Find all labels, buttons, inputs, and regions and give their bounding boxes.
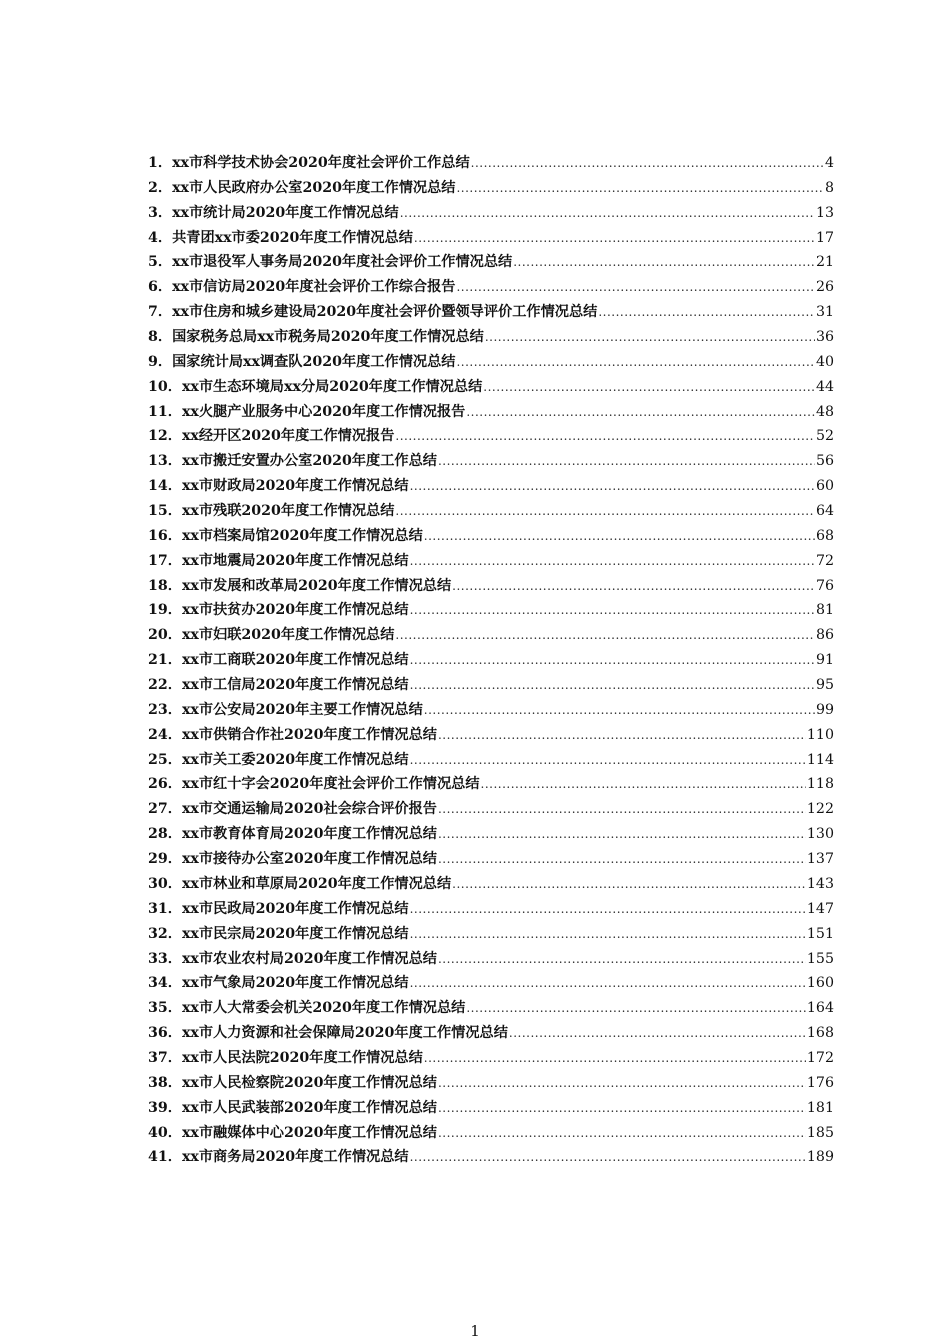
toc-dot-leader bbox=[424, 524, 815, 549]
toc-dot-leader bbox=[395, 623, 815, 648]
toc-entry-number: 15． bbox=[148, 503, 182, 520]
toc-entry-number: 28． bbox=[148, 826, 182, 843]
toc-entry-number: 1． bbox=[148, 155, 173, 171]
toc-entry-number: 35． bbox=[148, 1000, 182, 1017]
toc-dot-leader bbox=[410, 549, 815, 574]
toc-entry[interactable] bbox=[148, 1121, 834, 1146]
toc-entry-page-number[interactable]: 86 bbox=[815, 627, 834, 644]
toc-entry-number: 39． bbox=[148, 1099, 182, 1116]
toc-entry-title[interactable]: 国家统计局xx调查队2020年度工作情况总结 bbox=[172, 353, 456, 370]
toc-entry-page-number[interactable]: 95 bbox=[815, 677, 834, 694]
toc-entry-number: 24． bbox=[148, 726, 182, 743]
toc-entry-title[interactable]: xx市地震局2020年度工作情况总结 bbox=[181, 552, 409, 569]
toc-entry-number: 22． bbox=[148, 677, 182, 694]
toc-dot-leader bbox=[598, 300, 815, 325]
toc-entry-number: 26． bbox=[148, 776, 182, 793]
toc-entry-title[interactable]: xx市财政局2020年度工作情况总结 bbox=[181, 478, 409, 495]
toc-dot-leader bbox=[438, 1071, 806, 1096]
toc-entry-page-number[interactable]: 4 bbox=[824, 155, 834, 171]
toc-entry-title[interactable]: xx市商务局2020年度工作情况总结 bbox=[181, 1149, 409, 1166]
toc-entry-title[interactable]: xx市科学技术协会2020年度社会评价工作总结 bbox=[172, 155, 470, 171]
toc-entry-number: 6． bbox=[148, 279, 173, 296]
toc-entry-page-number[interactable]: 143 bbox=[806, 875, 834, 892]
toc-entry[interactable] bbox=[148, 474, 834, 499]
toc-entry-page-number[interactable]: 56 bbox=[815, 453, 834, 470]
toc-entry-page-number[interactable]: 172 bbox=[806, 1049, 834, 1066]
toc-entry-page-number[interactable]: 91 bbox=[815, 652, 834, 669]
toc-entry[interactable] bbox=[148, 574, 834, 599]
toc-dot-leader bbox=[483, 375, 815, 400]
toc-dot-leader bbox=[456, 350, 814, 375]
toc-entry[interactable] bbox=[148, 250, 834, 275]
toc-entry[interactable] bbox=[148, 947, 834, 972]
table-of-contents bbox=[148, 151, 834, 1170]
toc-entry[interactable] bbox=[148, 772, 834, 797]
toc-entry-title[interactable]: xx市红十字会2020年度社会评价工作情况总结 bbox=[181, 776, 480, 793]
toc-dot-leader bbox=[410, 971, 806, 996]
toc-entry[interactable] bbox=[148, 325, 834, 350]
toc-entry-number: 38． bbox=[148, 1074, 182, 1091]
toc-entry-number: 4． bbox=[148, 229, 173, 246]
toc-entry-page-number[interactable]: 130 bbox=[806, 826, 834, 843]
toc-entry-title[interactable]: xx市妇联2020年度工作情况总结 bbox=[181, 627, 395, 644]
toc-entry[interactable] bbox=[148, 300, 834, 325]
toc-entry-page-number[interactable]: 72 bbox=[815, 552, 834, 569]
toc-dot-leader bbox=[438, 847, 806, 872]
toc-dot-leader bbox=[414, 226, 815, 251]
toc-dot-leader bbox=[410, 748, 806, 773]
toc-entry[interactable] bbox=[148, 847, 834, 872]
toc-entry-page-number[interactable]: 114 bbox=[806, 751, 834, 768]
toc-dot-leader bbox=[485, 325, 815, 350]
toc-dot-leader bbox=[410, 474, 815, 499]
toc-entry[interactable] bbox=[148, 549, 834, 574]
toc-entry-number: 20． bbox=[148, 627, 182, 644]
toc-dot-leader bbox=[513, 250, 815, 275]
toc-entry-page-number[interactable]: 60 bbox=[815, 478, 834, 495]
toc-entry-page-number[interactable]: 21 bbox=[815, 254, 834, 271]
toc-entry-number: 29． bbox=[148, 851, 182, 868]
toc-entry-number: 11． bbox=[148, 403, 182, 420]
toc-entry-page-number[interactable]: 76 bbox=[815, 577, 834, 594]
toc-entry[interactable] bbox=[148, 375, 834, 400]
toc-entry-number: 34． bbox=[148, 975, 182, 992]
toc-entry-page-number[interactable]: 185 bbox=[806, 1124, 834, 1141]
toc-entry[interactable] bbox=[148, 872, 834, 897]
toc-entry-title[interactable]: xx市接待办公室2020年度工作情况总结 bbox=[181, 851, 437, 868]
toc-entry-number: 14． bbox=[148, 478, 182, 495]
toc-entry[interactable] bbox=[148, 723, 834, 748]
toc-entry-title[interactable]: xx市融媒体中心2020年度工作情况总结 bbox=[181, 1124, 437, 1141]
toc-entry-page-number[interactable]: 164 bbox=[806, 1000, 834, 1017]
page-number: 1 bbox=[470, 1322, 480, 1340]
toc-entry-title[interactable]: xx市人民政府办公室2020年度工作情况总结 bbox=[172, 179, 456, 196]
toc-entry-title[interactable]: xx市工商联2020年度工作情况总结 bbox=[181, 652, 409, 669]
toc-dot-leader bbox=[438, 947, 806, 972]
toc-entry[interactable] bbox=[148, 226, 834, 251]
toc-entry-number: 7． bbox=[148, 304, 173, 321]
toc-entry-number: 12． bbox=[148, 428, 182, 445]
toc-entry-number: 10． bbox=[148, 378, 182, 395]
toc-dot-leader bbox=[481, 772, 806, 797]
toc-entry-title[interactable]: xx市人力资源和社会保障局2020年度工作情况总结 bbox=[181, 1025, 508, 1042]
toc-entry-title[interactable]: 国家税务总局xx市税务局2020年度工作情况总结 bbox=[172, 329, 484, 346]
toc-entry[interactable] bbox=[148, 822, 834, 847]
toc-entry-page-number[interactable]: 13 bbox=[815, 204, 834, 221]
toc-entry-page-number[interactable]: 99 bbox=[815, 701, 834, 718]
toc-entry[interactable] bbox=[148, 673, 834, 698]
toc-dot-leader bbox=[438, 797, 806, 822]
toc-dot-leader bbox=[452, 872, 806, 897]
toc-entry[interactable] bbox=[148, 424, 834, 449]
toc-dot-leader bbox=[438, 1096, 806, 1121]
toc-entry-number: 23． bbox=[148, 701, 182, 718]
toc-entry-number: 19． bbox=[148, 602, 182, 619]
toc-dot-leader bbox=[452, 574, 815, 599]
toc-entry-number: 13． bbox=[148, 453, 182, 470]
toc-entry-title[interactable]: 共青团xx市委2020年度工作情况总结 bbox=[172, 229, 413, 246]
toc-entry-number: 9． bbox=[148, 353, 173, 370]
toc-dot-leader bbox=[400, 201, 815, 226]
toc-entry-title[interactable]: xx市人民检察院2020年度工作情况总结 bbox=[181, 1074, 437, 1091]
toc-entry-title[interactable]: xx市林业和草原局2020年度工作情况总结 bbox=[181, 875, 452, 892]
toc-dot-leader bbox=[456, 176, 824, 201]
toc-entry-page-number[interactable]: 68 bbox=[815, 527, 834, 544]
toc-dot-leader bbox=[410, 1145, 806, 1170]
toc-entry-page-number[interactable]: 36 bbox=[815, 329, 834, 346]
toc-entry-page-number[interactable]: 64 bbox=[815, 503, 834, 520]
toc-entry-title[interactable]: xx市发展和改革局2020年度工作情况总结 bbox=[181, 577, 452, 594]
toc-entry-title[interactable]: xx市关工委2020年度工作情况总结 bbox=[181, 751, 409, 768]
toc-entry-page-number[interactable]: 44 bbox=[815, 378, 834, 395]
toc-entry-number: 17． bbox=[148, 552, 182, 569]
toc-dot-leader bbox=[395, 499, 815, 524]
toc-entry-page-number[interactable]: 147 bbox=[806, 900, 834, 917]
toc-entry-title[interactable]: xx市人民法院2020年度工作情况总结 bbox=[181, 1049, 423, 1066]
toc-entry[interactable] bbox=[148, 1021, 834, 1046]
toc-entry-number: 16． bbox=[148, 527, 182, 544]
toc-dot-leader bbox=[438, 1121, 806, 1146]
toc-entry-title[interactable]: xx市残联2020年度工作情况总结 bbox=[181, 503, 395, 520]
toc-entry-title[interactable]: xx市民宗局2020年度工作情况总结 bbox=[181, 925, 409, 942]
toc-entry[interactable] bbox=[148, 1096, 834, 1121]
toc-entry-page-number[interactable]: 8 bbox=[824, 179, 834, 196]
toc-entry-number: 41． bbox=[148, 1149, 182, 1166]
toc-entry-number: 30． bbox=[148, 875, 182, 892]
toc-entry-title[interactable]: xx市信访局2020年度社会评价工作综合报告 bbox=[172, 279, 456, 296]
toc-entry-title[interactable]: xx市住房和城乡建设局2020年度社会评价暨领导评价工作情况总结 bbox=[172, 304, 598, 321]
toc-dot-leader bbox=[509, 1021, 806, 1046]
toc-entry-page-number[interactable]: 52 bbox=[815, 428, 834, 445]
toc-entry-title[interactable]: xx火腿产业服务中心2020年度工作情况报告 bbox=[181, 403, 466, 420]
toc-entry-page-number[interactable]: 155 bbox=[806, 950, 834, 967]
toc-entry-page-number[interactable]: 137 bbox=[806, 851, 834, 868]
toc-entry[interactable] bbox=[148, 176, 834, 201]
toc-entry-title[interactable]: xx市农业农村局2020年度工作情况总结 bbox=[181, 950, 437, 967]
toc-entry-page-number[interactable]: 48 bbox=[815, 403, 834, 420]
toc-entry[interactable] bbox=[148, 1071, 834, 1096]
toc-entry-number: 32． bbox=[148, 925, 182, 942]
toc-dot-leader bbox=[471, 151, 824, 176]
toc-entry-page-number[interactable]: 189 bbox=[806, 1149, 834, 1166]
toc-entry-title[interactable]: xx市供销合作社2020年度工作情况总结 bbox=[181, 726, 437, 743]
toc-entry-title[interactable]: xx市民政局2020年度工作情况总结 bbox=[181, 900, 409, 917]
toc-dot-leader bbox=[410, 897, 806, 922]
toc-entry-title[interactable]: xx市人民武装部2020年度工作情况总结 bbox=[181, 1099, 437, 1116]
toc-entry[interactable] bbox=[148, 499, 834, 524]
toc-entry-number: 31． bbox=[148, 900, 182, 917]
toc-entry-number: 40． bbox=[148, 1124, 182, 1141]
toc-entry-number: 3． bbox=[148, 204, 173, 221]
toc-entry[interactable] bbox=[148, 1046, 834, 1071]
toc-entry-page-number[interactable]: 31 bbox=[815, 304, 834, 321]
toc-entry-number: 25． bbox=[148, 751, 182, 768]
toc-entry[interactable] bbox=[148, 598, 834, 623]
toc-entry-page-number[interactable]: 181 bbox=[806, 1099, 834, 1116]
toc-entry-number: 8． bbox=[148, 329, 173, 346]
toc-entry[interactable] bbox=[148, 698, 834, 723]
toc-entry-page-number[interactable]: 81 bbox=[815, 602, 834, 619]
toc-entry-number: 33． bbox=[148, 950, 182, 967]
toc-entry-title[interactable]: xx市人大常委会机关2020年度工作情况总结 bbox=[181, 1000, 466, 1017]
toc-entry[interactable] bbox=[148, 400, 834, 425]
toc-dot-leader bbox=[410, 673, 815, 698]
toc-entry[interactable] bbox=[148, 922, 834, 947]
toc-dot-leader bbox=[466, 400, 815, 425]
toc-entry-title[interactable]: xx市工信局2020年度工作情况总结 bbox=[181, 677, 409, 694]
toc-entry[interactable] bbox=[148, 449, 834, 474]
toc-dot-leader bbox=[466, 996, 806, 1021]
toc-entry[interactable] bbox=[148, 524, 834, 549]
toc-entry[interactable] bbox=[148, 897, 834, 922]
toc-entry[interactable] bbox=[148, 151, 834, 176]
toc-entry[interactable] bbox=[148, 797, 834, 822]
toc-entry-title[interactable]: xx市档案局馆2020年度工作情况总结 bbox=[181, 527, 423, 544]
toc-entry-page-number[interactable]: 40 bbox=[815, 353, 834, 370]
toc-dot-leader bbox=[424, 1046, 806, 1071]
toc-entry-page-number[interactable]: 168 bbox=[806, 1025, 834, 1042]
toc-dot-leader bbox=[438, 822, 806, 847]
toc-dot-leader bbox=[438, 723, 806, 748]
toc-entry-title[interactable]: xx市统计局2020年度工作情况总结 bbox=[172, 204, 399, 221]
toc-entry-page-number[interactable]: 176 bbox=[806, 1074, 834, 1091]
toc-dot-leader bbox=[410, 648, 815, 673]
toc-entry[interactable] bbox=[148, 971, 834, 996]
toc-entry[interactable] bbox=[148, 648, 834, 673]
toc-entry-number: 27． bbox=[148, 801, 182, 818]
toc-entry-page-number[interactable]: 118 bbox=[806, 776, 834, 793]
toc-entry[interactable] bbox=[148, 275, 834, 300]
toc-entry-title[interactable]: xx市公安局2020年主要工作情况总结 bbox=[181, 701, 423, 718]
toc-entry-title[interactable]: xx市退役军人事务局2020年度社会评价工作情况总结 bbox=[172, 254, 513, 271]
toc-entry-title[interactable]: xx市生态环境局xx分局2020年度工作情况总结 bbox=[181, 378, 483, 395]
toc-entry[interactable] bbox=[148, 623, 834, 648]
toc-entry-page-number[interactable]: 26 bbox=[815, 279, 834, 296]
toc-entry-title[interactable]: xx经开区2020年度工作情况报告 bbox=[181, 428, 395, 445]
toc-entry-number: 18． bbox=[148, 577, 182, 594]
toc-entry-page-number[interactable]: 151 bbox=[806, 925, 834, 942]
toc-entry-number: 5． bbox=[148, 254, 173, 271]
toc-dot-leader bbox=[456, 275, 814, 300]
toc-entry-number: 37． bbox=[148, 1049, 182, 1066]
toc-dot-leader bbox=[424, 698, 815, 723]
toc-entry-title[interactable]: xx市搬迁安置办公室2020年度工作总结 bbox=[181, 453, 437, 470]
toc-entry-number: 36． bbox=[148, 1025, 182, 1042]
toc-entry-page-number[interactable]: 160 bbox=[806, 975, 834, 992]
toc-entry[interactable] bbox=[148, 350, 834, 375]
toc-entry[interactable] bbox=[148, 1145, 834, 1170]
toc-entry-page-number[interactable]: 110 bbox=[806, 726, 834, 743]
toc-dot-leader bbox=[395, 424, 815, 449]
toc-dot-leader bbox=[410, 922, 806, 947]
toc-entry-title[interactable]: xx市扶贫办2020年度工作情况总结 bbox=[181, 602, 409, 619]
toc-dot-leader bbox=[438, 449, 815, 474]
toc-dot-leader bbox=[410, 598, 815, 623]
toc-entry-title[interactable]: xx市气象局2020年度工作情况总结 bbox=[181, 975, 409, 992]
toc-entry[interactable] bbox=[148, 201, 834, 226]
toc-entry-page-number[interactable]: 17 bbox=[815, 229, 834, 246]
toc-entry[interactable] bbox=[148, 996, 834, 1021]
toc-entry-number: 2． bbox=[148, 179, 173, 196]
toc-entry[interactable] bbox=[148, 748, 834, 773]
toc-entry-number: 21． bbox=[148, 652, 182, 669]
toc-entry-title[interactable]: xx市交通运输局2020社会综合评价报告 bbox=[181, 801, 437, 818]
toc-entry-title[interactable]: xx市教育体育局2020年度工作情况总结 bbox=[181, 826, 437, 843]
toc-entry-page-number[interactable]: 122 bbox=[806, 801, 834, 818]
